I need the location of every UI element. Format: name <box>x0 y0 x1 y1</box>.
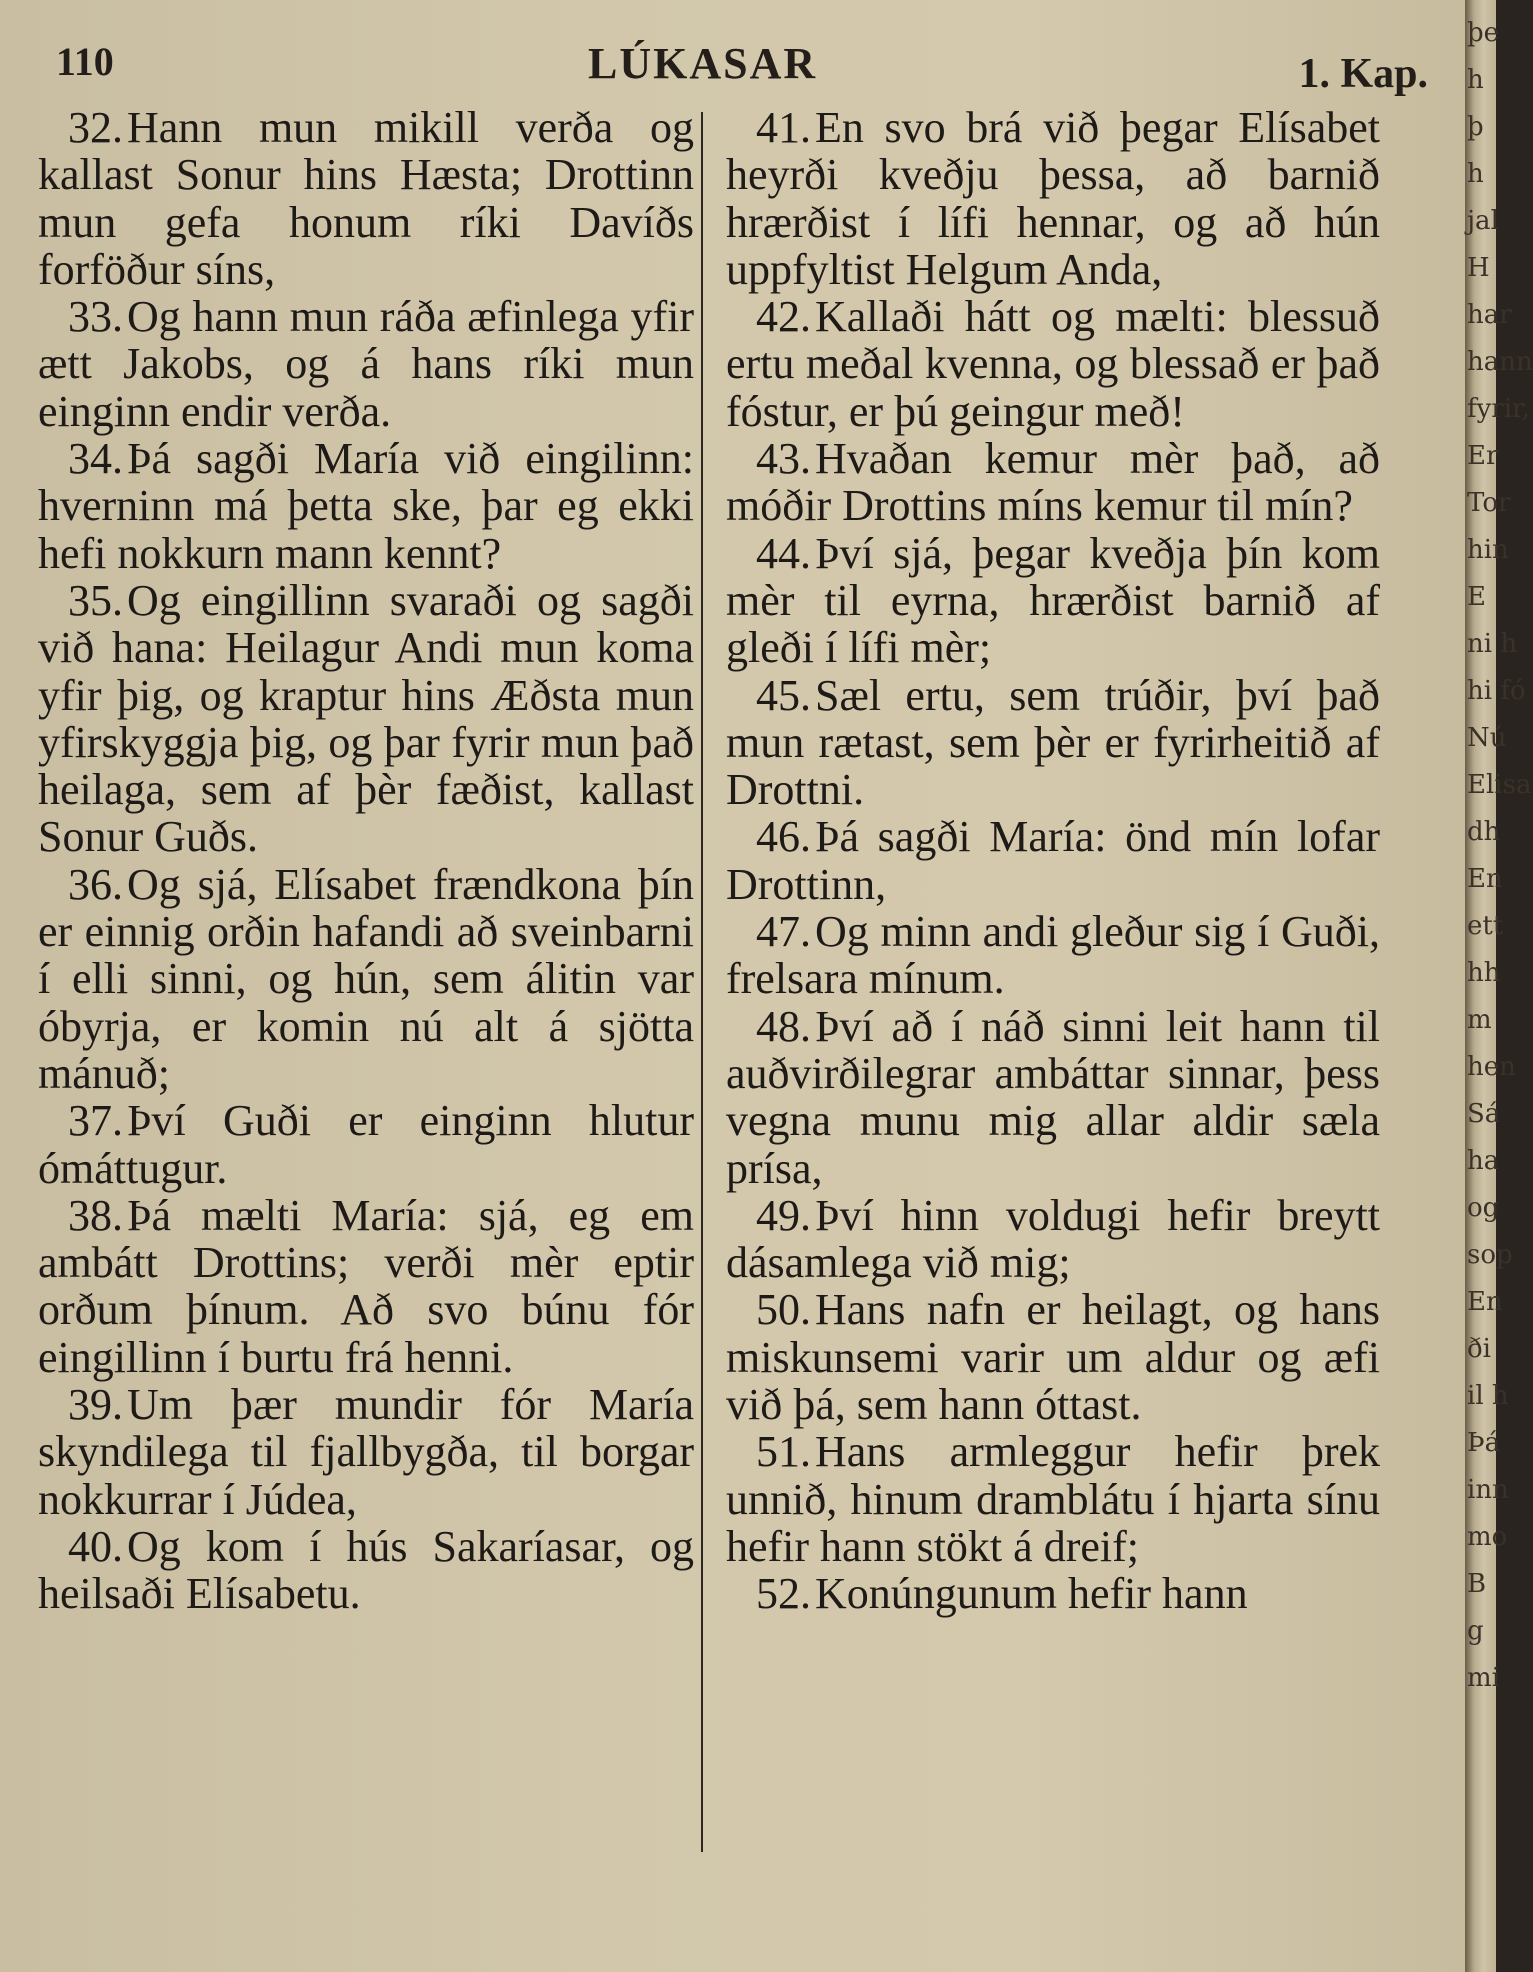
verse-33 <box>38 293 694 435</box>
verse-42 <box>726 293 1380 435</box>
facing-page-fragment: h <box>1467 65 1484 95</box>
facing-page-fragment: sop <box>1467 1240 1513 1270</box>
verse-text: Og eingillinn svaraði og sagði við hana: Heilagur Andi mun koma yfir þig, og kraptur hins Æðsta mun yfirskyggja þig, og þar fyrir mun það heilaga, sem af þèr fæðist, kallast Sonur Guðs. <box>38 575 694 862</box>
verse-number: 39. <box>68 1380 123 1430</box>
facing-page-fragment: Sá <box>1467 1099 1501 1129</box>
verse-text: Hvaðan kemur mèr það, að móðir Drottins míns kemur til mín? <box>726 434 1380 531</box>
verse-46 <box>726 813 1380 908</box>
column-divider <box>701 112 703 1852</box>
verse-text: Því hinn voldugi hefir breytt dásamlega við mig; <box>726 1190 1380 1288</box>
facing-page-fragment: il h <box>1467 1381 1509 1411</box>
facing-page-fragment: Tor <box>1467 488 1511 518</box>
facing-page-fragment: þe <box>1467 18 1500 48</box>
facing-page-fragment: B <box>1467 1569 1487 1599</box>
verse-number: 44. <box>756 528 811 578</box>
verse-39 <box>38 1381 694 1523</box>
facing-page-fragment: mi <box>1467 1663 1500 1693</box>
facing-page-fragment: H <box>1467 253 1490 283</box>
facing-page-fragment: ett <box>1467 911 1504 941</box>
verse-number: 50. <box>756 1285 811 1335</box>
facing-page-fragment: ni h <box>1467 629 1518 659</box>
verse-number: 38. <box>68 1190 123 1240</box>
verse-number: 41. <box>756 103 811 152</box>
verse-number: 35. <box>68 575 123 625</box>
verse-text: Þá sagði María: önd mín lofar Drottinn, <box>726 812 1380 909</box>
facing-page-fragment: h <box>1467 159 1484 189</box>
verse-number: 46. <box>756 812 811 862</box>
facing-page-fragment: Elisa <box>1467 770 1532 800</box>
right-column <box>726 104 1380 1618</box>
verse-number: 49. <box>756 1190 811 1240</box>
facing-page-fragment: Er <box>1467 441 1499 471</box>
facing-page-fragment: hen <box>1467 1052 1516 1082</box>
verse-text: Og hann mun ráða æfinlega yfir ætt Jakobs, og á hans ríki mun einginn endir verða. <box>38 292 694 436</box>
facing-page-fragment: ha <box>1467 1146 1500 1176</box>
page-number: 110 <box>56 39 114 84</box>
facing-page-fragment: þ <box>1467 112 1484 142</box>
facing-page-fragment: jal <box>1467 206 1499 236</box>
verse-number: 32. <box>68 103 123 152</box>
left-column <box>38 104 694 1618</box>
verse-text: Kallaði hátt og mælti: blessuð ertu meðal kvenna, og blessað er það fóstur, er þú geingur með! <box>726 292 1380 436</box>
verse-text: Konúngunum hefir hann <box>815 1569 1248 1619</box>
verse-text: En svo brá við þegar Elísabet heyrði kveðju þessa, að barnið hrærðist í lífi hennar, og að hún uppfyltist Helgum Anda, <box>726 103 1380 294</box>
verse-51 <box>726 1428 1380 1570</box>
chapter-label: 1. Kap. <box>1298 51 1428 97</box>
verse-text: Þá sagði María við eingilinn: hverninn má þetta ske, þar eg ekki hefi nokkurn mann kennt? <box>38 434 694 578</box>
facing-page-fragment: hi fó <box>1467 676 1526 706</box>
verse-44 <box>726 530 1380 672</box>
verse-number: 45. <box>756 670 811 720</box>
facing-page-fragment: Þá <box>1467 1428 1501 1458</box>
verse-text: Og sjá, Elísabet frændkona þín er einnig orðin hafandi að sveinbarni í elli sinni, og hún, sem álitin var óbyrja, er komin nú alt á sjötta mánuð; <box>38 859 694 1098</box>
verse-number: 37. <box>68 1096 123 1146</box>
verse-text: Hans armleggur hefir þrek unnið, hinum dramblátu í hjarta sínu hefir hann stökt á dreif; <box>726 1427 1380 1571</box>
verse-text: Og kom í hús Sakaríasar, og heilsaði Elísabetu. <box>38 1521 694 1619</box>
facing-page-fragment: inn <box>1467 1475 1509 1505</box>
facing-page-fragment: fyrir, <box>1467 394 1530 424</box>
verse-text: Hans nafn er heilagt, og hans miskunsemi varir um aldur og æfi við þá, sem hann óttast. <box>726 1285 1380 1430</box>
verse-text: Því sjá, þegar kveðja þín kom mèr til eyrna, hrærðist barnið af gleði í lífi mèr; <box>726 528 1380 673</box>
verse-45 <box>726 672 1380 814</box>
facing-page-fragment: har <box>1467 300 1512 330</box>
verse-number: 33. <box>68 292 123 342</box>
verse-37 <box>38 1097 694 1192</box>
facing-page-fragments <box>1467 10 1533 1702</box>
verse-number: 34. <box>68 434 123 484</box>
verse-40 <box>38 1523 694 1618</box>
facing-page-fragment: og <box>1467 1193 1500 1223</box>
verse-text: Sæl ertu, sem trúðir, því það mun rætast, sem þèr er fyrirheitið af Drottni. <box>726 670 1380 815</box>
facing-page-fragment: dh <box>1467 817 1501 847</box>
verse-text: Því að í náð sinni leit hann til auðvirðilegrar ambáttar sinnar, þess vegna munu mig allar aldir sæla prísa, <box>726 1001 1380 1193</box>
verse-number: 42. <box>756 292 811 342</box>
verse-number: 43. <box>756 434 811 484</box>
verse-number: 52. <box>756 1569 811 1619</box>
verse-50 <box>726 1286 1380 1428</box>
verse-number: 36. <box>68 859 123 909</box>
verse-text: Um þær mundir fór María skyndilega til fjallbygða, til borgar nokkurrar í Júdea, <box>38 1380 694 1524</box>
verse-35 <box>38 577 694 861</box>
facing-page-fragment: hh <box>1467 958 1501 988</box>
verse-52 <box>726 1570 1380 1617</box>
verse-36 <box>38 861 694 1097</box>
facing-page-fragment: hann <box>1467 347 1533 377</box>
facing-page-fragment: mo <box>1467 1522 1508 1552</box>
verse-number: 40. <box>68 1521 123 1571</box>
verse-number: 48. <box>756 1001 811 1051</box>
verse-47 <box>726 908 1380 1003</box>
verse-text: Og minn andi gleður sig í Guði, frelsara mínum. <box>726 907 1380 1004</box>
verse-text: Þá mælti María: sjá, eg em ambátt Drottins; verði mèr eptir orðum þínum. Að svo búnu fór eingillinn í burtu frá henni. <box>38 1190 694 1382</box>
facing-page-fragment: E <box>1467 582 1486 612</box>
verse-48 <box>726 1003 1380 1192</box>
verse-43 <box>726 435 1380 530</box>
facing-page-fragment: m <box>1467 1005 1492 1035</box>
facing-page-fragment: ði <box>1467 1334 1491 1364</box>
facing-page-edge <box>1465 0 1533 1972</box>
facing-page-fragment: hin <box>1467 535 1509 565</box>
verse-number: 47. <box>756 907 811 957</box>
facing-page-fragment: Nú <box>1467 723 1507 753</box>
verse-32 <box>38 104 694 293</box>
verse-text: Hann mun mikill verða og kallast Sonur hins Hæsta; Drottinn mun gefa honum ríki Davíðs forföður síns, <box>38 103 694 294</box>
verse-49 <box>726 1192 1380 1287</box>
verse-41 <box>726 104 1380 293</box>
verse-34 <box>38 435 694 577</box>
verse-text: Því Guði er einginn hlutur ómáttugur. <box>38 1096 694 1193</box>
facing-page-fragment: g <box>1467 1616 1484 1646</box>
verse-number: 51. <box>756 1427 811 1477</box>
running-head <box>48 38 1428 97</box>
verse-38 <box>38 1192 694 1381</box>
facing-page-fragment: En <box>1467 864 1503 894</box>
facing-page-fragment: En <box>1467 1287 1503 1317</box>
book-title: LÚKASAR <box>588 39 818 88</box>
